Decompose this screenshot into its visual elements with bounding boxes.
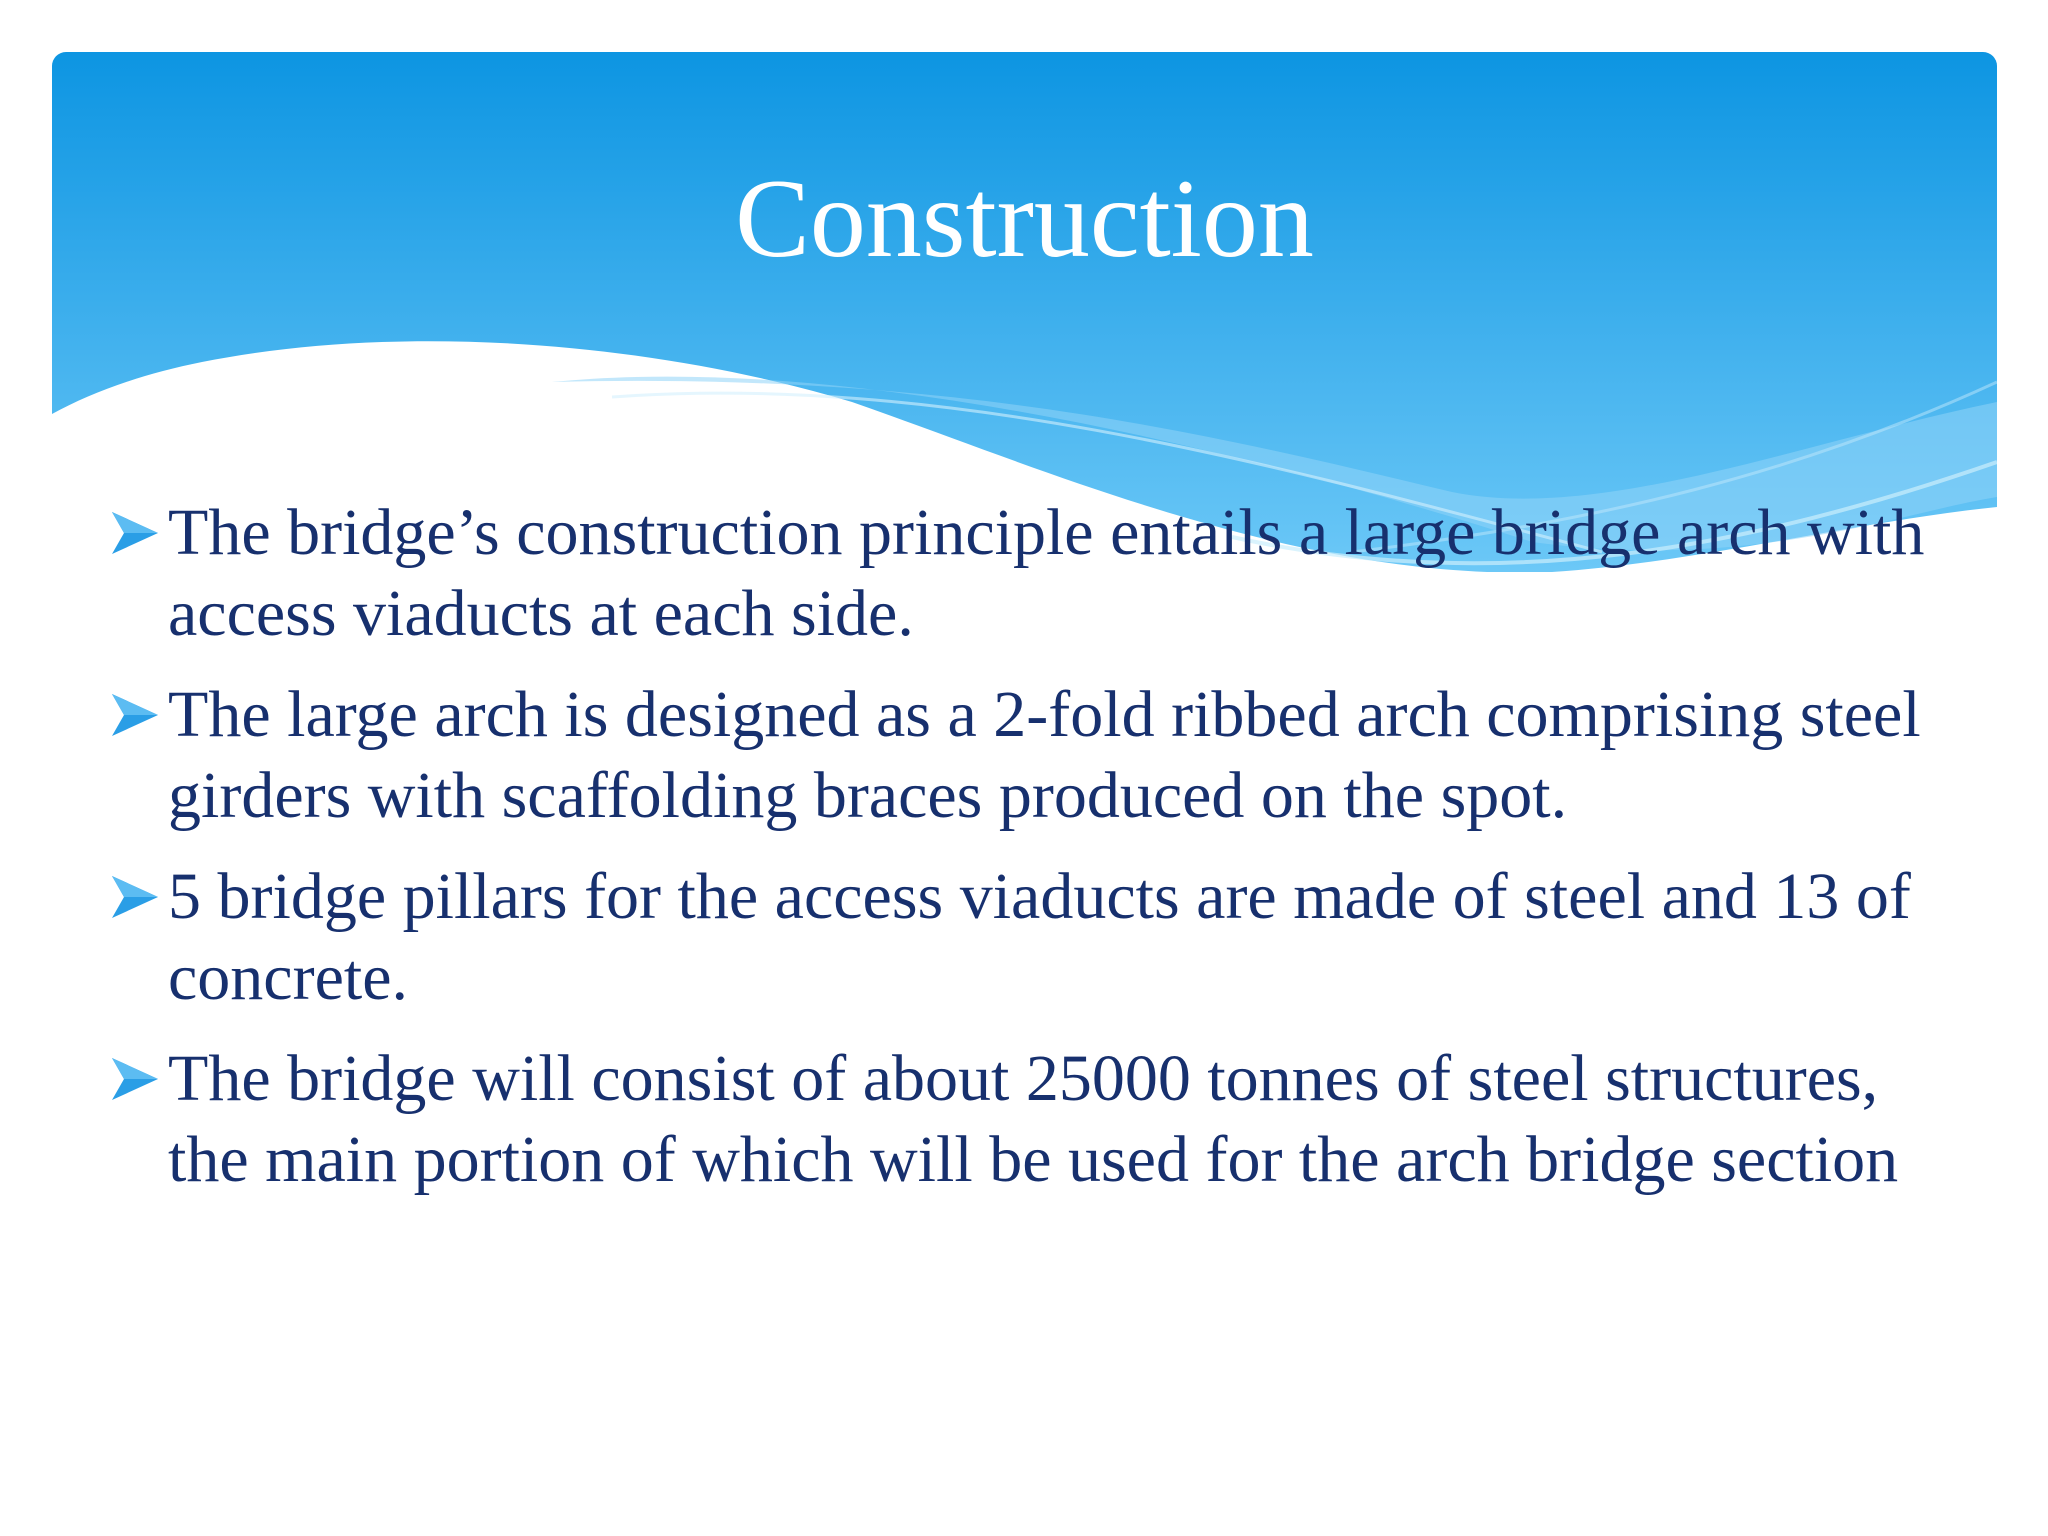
arrowhead-bullet-icon [110, 874, 160, 920]
bullet-text: The large arch is designed as a 2-fold ribbed arch comprising steel girders with scaffolding braces produced on the spot. [168, 678, 1921, 832]
slide [52, 52, 1997, 1512]
bullet-list [110, 492, 1930, 1220]
bullet-item [110, 492, 1930, 654]
bullet-text: The bridge will consist of about 25000 tonnes of steel structures, the main portion of which will be used for the arch bridge section [168, 1042, 1899, 1196]
bullet-text: 5 bridge pillars for the access viaducts are made of steel and 13 of concrete. [168, 860, 1911, 1014]
bullet-item [110, 1038, 1930, 1200]
arrowhead-bullet-icon [110, 1056, 160, 1102]
bullet-item [110, 674, 1930, 836]
arrowhead-bullet-icon [110, 510, 160, 556]
arrowhead-bullet-icon [110, 692, 160, 738]
bullet-item [110, 856, 1930, 1018]
slide-title: Construction [735, 157, 1314, 281]
bullet-text: The bridge’s construction principle entails a large bridge arch with access viaducts at each side. [168, 496, 1925, 650]
